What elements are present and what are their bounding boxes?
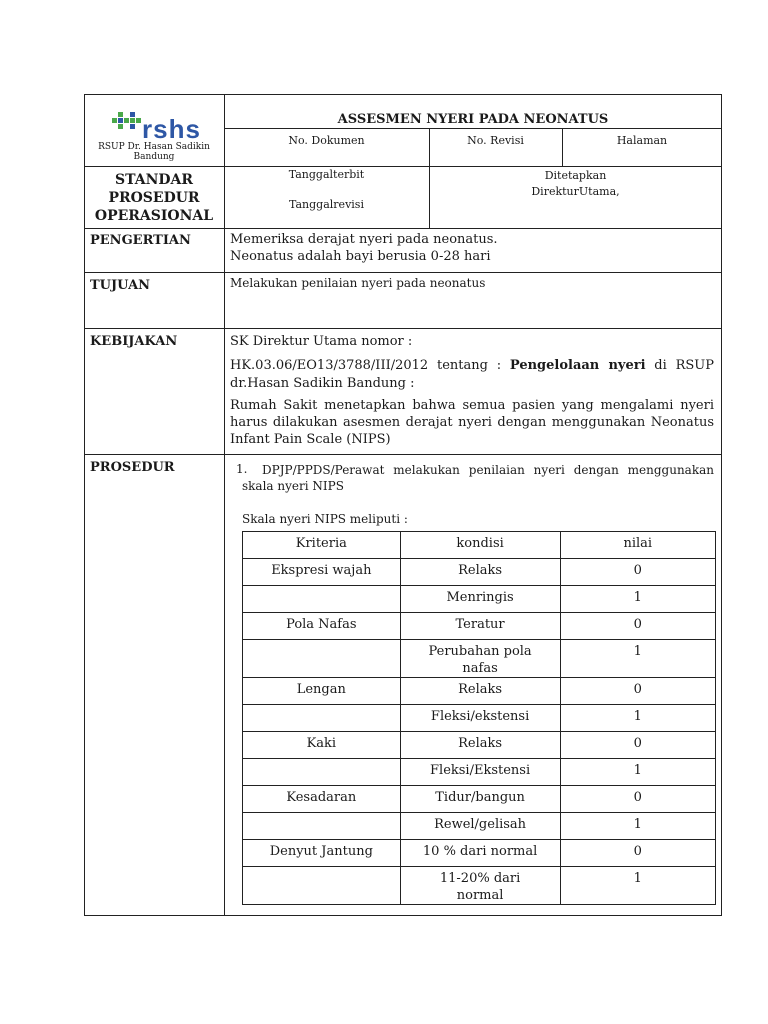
nips-row — [243, 786, 716, 813]
cell-kriteria: Ekspresi wajah — [243, 559, 401, 586]
cell-nilai: 0 — [560, 732, 715, 759]
nips-row — [243, 840, 716, 867]
nips-row — [243, 867, 716, 905]
cell-kondisi: 10 % dari normal — [400, 840, 560, 867]
cell-kriteria — [243, 813, 401, 840]
section-line-4 — [84, 454, 722, 455]
header-kriteria: Kriteria — [243, 532, 401, 559]
cell-kondisi: Fleksi/ekstensi — [400, 705, 560, 732]
nips-table — [242, 531, 716, 905]
section-label-kebijakan: KEBIJAKAN — [90, 334, 178, 349]
pengertian-text: Memeriksa derajat nyeri pada neonatus. Neonatus adalah bayi berusia 0-28 hari — [230, 232, 498, 264]
doc-number-label: No. Dokumen — [288, 134, 365, 147]
rshs-cross-icon — [106, 110, 142, 136]
cell-nilai: 0 — [560, 559, 715, 586]
kebijakan-paragraph: Rumah Sakit menetapkan bahwa semua pasien yang mengalami nyeri harus dilakukan asesmen derajat nyeri dengan menggunakan Neonatus Infant Pain Scale (NIPS) — [230, 398, 714, 447]
cell-nilai: 0 — [560, 840, 715, 867]
nips-row — [243, 759, 716, 786]
section-line-2 — [84, 272, 722, 273]
cell-kriteria — [243, 705, 401, 732]
step-1-text: DPJP/PPDS/Perawat melakukan penilaian nyeri dengan menggunakan skala nyeri NIPS — [242, 463, 714, 493]
hospital-logo — [106, 110, 206, 144]
sop-document — [84, 94, 722, 916]
cell-kondisi: 11-20% dari normal — [400, 867, 560, 905]
cell-kriteria: Kesadaran — [243, 786, 401, 813]
title-underline — [224, 128, 722, 129]
cell-kriteria: Denyut Jantung — [243, 840, 401, 867]
cell-kriteria: Lengan — [243, 678, 401, 705]
cell-kriteria — [243, 640, 401, 678]
cell-nilai: 1 — [560, 867, 715, 905]
cell-kriteria — [243, 867, 401, 905]
page-label: Halaman — [616, 134, 668, 147]
cell-nilai: 0 — [560, 613, 715, 640]
section-label-tujuan: TUJUAN — [90, 278, 151, 293]
section-label-pengertian: PENGERTIAN — [90, 233, 191, 248]
cell-kriteria: Pola Nafas — [243, 613, 401, 640]
cell-nilai: 1 — [560, 813, 715, 840]
cell-kondisi: Relaks — [400, 732, 560, 759]
kebijakan-line2: HK.03.06/EO13/3788/III/2012 tentang : Pengelolaan nyeri di RSUP dr.Hasan Sadikin Bandung : — [230, 358, 714, 391]
issued-date-label: Tanggalterbit — [288, 168, 365, 181]
cell-nilai: 1 — [560, 640, 715, 678]
header-kondisi: kondisi — [400, 532, 560, 559]
step-1-number: 1. — [236, 462, 248, 476]
cell-kriteria — [243, 759, 401, 786]
hospital-name: RSUP Dr. Hasan Sadikin Bandung — [98, 142, 210, 162]
cell-kondisi: Relaks — [400, 559, 560, 586]
section-line-1 — [84, 228, 722, 229]
nips-row — [243, 586, 716, 613]
cell-kondisi: Perubahan pola nafas — [400, 640, 560, 678]
revision-number-label: No. Revisi — [467, 134, 524, 147]
cell-nilai: 1 — [560, 586, 715, 613]
cell-kriteria — [243, 586, 401, 613]
cell-kondisi: Tidur/bangun — [400, 786, 560, 813]
nips-row — [243, 559, 716, 586]
nips-row — [243, 613, 716, 640]
revised-date-label: Tanggalrevisi — [289, 198, 364, 211]
nips-header-row — [243, 532, 716, 559]
header-bottom-line — [84, 166, 722, 167]
nips-row — [243, 678, 716, 705]
cell-nilai: 1 — [560, 759, 715, 786]
tujuan-text: Melakukan penilaian nyeri pada neonatus — [230, 276, 486, 290]
document-title: ASSESMEN NYERI PADA NEONATUS — [337, 112, 609, 127]
cell-kondisi: Menringis — [400, 586, 560, 613]
cell-kondisi: Fleksi/Ekstensi — [400, 759, 560, 786]
cell-kondisi: Rewel/gelisah — [400, 813, 560, 840]
cell-nilai: 0 — [560, 786, 715, 813]
column-divider — [224, 94, 225, 916]
cell-nilai: 0 — [560, 678, 715, 705]
cell-kondisi: Relaks — [400, 678, 560, 705]
kebijakan-line1: SK Direktur Utama nomor : — [230, 334, 413, 349]
section-line-3 — [84, 328, 722, 329]
section-label-prosedur: PROSEDUR — [90, 460, 175, 475]
nips-row — [243, 705, 716, 732]
nips-scale-intro: Skala nyeri NIPS meliputi : — [242, 512, 408, 526]
sop-title: STANDAR PROSEDUR OPERASIONAL — [94, 172, 214, 224]
nips-row — [243, 813, 716, 840]
header-nilai: nilai — [560, 532, 715, 559]
cell-nilai: 1 — [560, 705, 715, 732]
logo-wordmark: rshs — [142, 114, 201, 144]
cell-kriteria: Kaki — [243, 732, 401, 759]
nips-row — [243, 732, 716, 759]
approved-label: Ditetapkan DirekturUtama, — [531, 169, 620, 198]
nips-row — [243, 640, 716, 678]
cell-kondisi: Teratur — [400, 613, 560, 640]
